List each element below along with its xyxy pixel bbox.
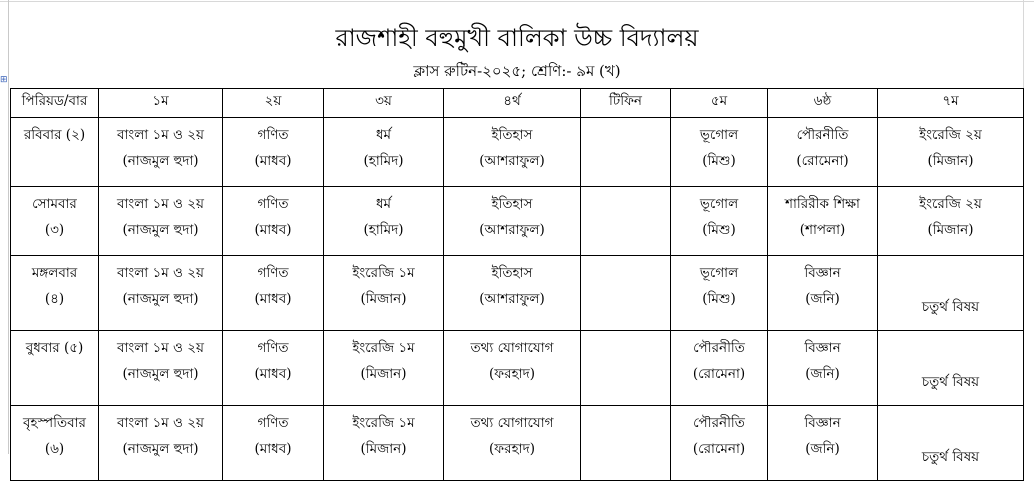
day-label: রবিবার (২): [23, 127, 86, 143]
teacher-name: (ফরহাদ): [489, 366, 535, 382]
subject-cell: [444, 406, 581, 481]
subject-cell: [444, 187, 581, 256]
day-label: সোমবার: [32, 196, 77, 212]
subject-cell: [768, 118, 878, 187]
tiffin-cell: [581, 331, 671, 406]
teacher-name: (ফরহাদ): [489, 441, 535, 457]
subject-cell: [99, 118, 223, 187]
subject-cell: [99, 256, 223, 331]
table-row: [11, 256, 1024, 331]
table-move-handle-icon[interactable]: ⊞: [0, 75, 8, 85]
subject-cell: [878, 256, 1024, 331]
table-row: [11, 118, 1024, 187]
subject-name: ভূগোল: [699, 265, 739, 281]
teacher-name: (শাপলা): [799, 222, 846, 238]
teacher-name: (মাধব): [254, 366, 292, 382]
subject-name: গণিত: [257, 340, 289, 356]
subject-name: ইংরেজি ২য়: [919, 196, 982, 212]
column-header: ১ম: [99, 89, 223, 118]
subject-name: ধর্ম: [375, 127, 392, 143]
subject-name: চতুর্থ বিষয়: [921, 299, 980, 315]
subject-name: বাংলা ১ম ও ২য়: [116, 415, 204, 431]
teacher-name: (নাজমুল হুদা): [122, 153, 199, 169]
teacher-name: (হামিদ): [363, 153, 404, 169]
class-routine-table: [10, 88, 1024, 481]
teacher-name: (মিজান): [927, 153, 974, 169]
teacher-name: (মিজান): [927, 222, 974, 238]
subject-cell: [324, 118, 444, 187]
subject-name: ইংরেজি ১ম: [352, 265, 415, 281]
day-cell: [11, 256, 99, 331]
subject-name: ইংরেজি ১ম: [352, 415, 415, 431]
subject-cell: [99, 331, 223, 406]
subject-name: ইংরেজি ১ম: [352, 340, 415, 356]
teacher-name: (মাধব): [254, 222, 292, 238]
subject-name: তথ্য যোগাযোগ: [470, 340, 554, 356]
teacher-name: (মিজান): [360, 366, 407, 382]
table-row: [11, 331, 1024, 406]
subject-name: গণিত: [257, 196, 289, 212]
subject-name: গণিত: [257, 265, 289, 281]
school-title: রাজশাহী বহুমুখী বালিকা উচ্চ বিদ্যালয়: [335, 24, 699, 52]
subject-cell: [223, 256, 324, 331]
teacher-name: (মিশু): [702, 291, 736, 307]
column-header: ৩য়: [324, 89, 444, 118]
column-header: ৪র্থ: [444, 89, 581, 118]
routine-subtitle: ক্লাস রুটিন-২০২৫; শ্রেণি:- ৯ম (খ): [413, 62, 621, 80]
subject-name: বিজ্ঞান: [804, 265, 841, 281]
subject-name: ইতিহাস: [491, 265, 533, 281]
teacher-name: (মিশু): [702, 153, 736, 169]
teacher-name: (নাজমুল হুদা): [122, 291, 199, 307]
subject-cell: [223, 187, 324, 256]
teacher-name: (মিজান): [360, 291, 407, 307]
day-cell: [11, 406, 99, 481]
day-cell: [11, 187, 99, 256]
subject-cell: [671, 331, 768, 406]
day-label: (৬): [44, 441, 65, 457]
subject-name: বাংলা ১ম ও ২য়: [116, 196, 204, 212]
subject-cell: [878, 118, 1024, 187]
subject-cell: [671, 118, 768, 187]
subject-name: বিজ্ঞান: [804, 415, 841, 431]
subject-name: ইতিহাস: [491, 196, 533, 212]
teacher-name: (আশরাফুল): [479, 222, 545, 238]
column-header: ৬ষ্ঠ: [768, 89, 878, 118]
header-row: [11, 89, 1024, 118]
subject-cell: [878, 331, 1024, 406]
subject-cell: [671, 187, 768, 256]
teacher-name: (মিশু): [702, 222, 736, 238]
subject-name: বিজ্ঞান: [804, 340, 841, 356]
day-label: বৃহস্পতিবার: [23, 415, 86, 431]
subject-cell: [671, 406, 768, 481]
tiffin-cell: [581, 187, 671, 256]
column-header: ৫ম: [671, 89, 768, 118]
teacher-name: (আশরাফুল): [479, 291, 545, 307]
subject-name: পৌরনীতি: [693, 415, 745, 431]
subject-name: বাংলা ১ম ও ২য়: [116, 127, 204, 143]
subject-name: চতুর্থ বিষয়: [921, 449, 980, 465]
subject-name: ধর্ম: [375, 196, 392, 212]
teacher-name: (নাজমুল হুদা): [122, 366, 199, 382]
subject-name: ইংরেজি ২য়: [919, 127, 982, 143]
subject-name: গণিত: [257, 415, 289, 431]
subject-cell: [768, 331, 878, 406]
subject-cell: [223, 118, 324, 187]
teacher-name: (রোমেনা): [692, 366, 746, 382]
teacher-name: (জনি): [805, 441, 840, 457]
subject-cell: [444, 256, 581, 331]
subject-name: চতুর্থ বিষয়: [921, 374, 980, 390]
column-header: পিরিয়ড/বার: [11, 89, 99, 118]
subject-cell: [324, 406, 444, 481]
day-label: (৪): [44, 291, 65, 307]
day-cell: [11, 118, 99, 187]
subject-name: শারিরীক শিক্ষা: [785, 196, 860, 212]
teacher-name: (মিজান): [360, 441, 407, 457]
subject-name: গণিত: [257, 127, 289, 143]
subject-cell: [768, 406, 878, 481]
subject-cell: [768, 187, 878, 256]
tiffin-cell: [581, 118, 671, 187]
day-label: (৩): [44, 222, 65, 238]
day-label: বুধবার (৫): [25, 340, 84, 356]
teacher-name: (হামিদ): [363, 222, 404, 238]
teacher-name: (মাধব): [254, 291, 292, 307]
subject-cell: [223, 331, 324, 406]
subject-cell: [223, 406, 324, 481]
subject-name: বাংলা ১ম ও ২য়: [116, 265, 204, 281]
teacher-name: (জনি): [805, 366, 840, 382]
day-label: মঙ্গলবার: [31, 265, 78, 281]
subject-name: ভূগোল: [699, 127, 739, 143]
subject-name: পৌরনীতি: [796, 127, 849, 143]
subject-cell: [444, 331, 581, 406]
column-header: ২য়: [223, 89, 324, 118]
subject-cell: [99, 187, 223, 256]
subject-cell: [768, 256, 878, 331]
subject-cell: [878, 187, 1024, 256]
teacher-name: (নাজমুল হুদা): [122, 222, 199, 238]
subject-name: বাংলা ১ম ও ২য়: [116, 340, 204, 356]
teacher-name: (রোমেনা): [692, 441, 746, 457]
subject-cell: [324, 331, 444, 406]
day-cell: [11, 331, 99, 406]
column-header: ৭ম: [878, 89, 1024, 118]
subject-name: পৌরনীতি: [693, 340, 745, 356]
teacher-name: (মাধব): [254, 153, 292, 169]
table-body: [11, 118, 1024, 481]
subject-name: ভূগোল: [699, 196, 739, 212]
teacher-name: (রোমেনা): [796, 153, 849, 169]
subject-cell: [324, 187, 444, 256]
column-header: টিফিন: [581, 89, 671, 118]
teacher-name: (নাজমুল হুদা): [122, 441, 199, 457]
subject-cell: [444, 118, 581, 187]
tiffin-cell: [581, 406, 671, 481]
subject-cell: [324, 256, 444, 331]
table-row: [11, 406, 1024, 481]
subject-name: তথ্য যোগাযোগ: [470, 415, 554, 431]
subject-name: ইতিহাস: [491, 127, 533, 143]
subject-cell: [878, 406, 1024, 481]
tiffin-cell: [581, 256, 671, 331]
subject-cell: [671, 256, 768, 331]
table-row: [11, 187, 1024, 256]
teacher-name: (আশরাফুল): [479, 153, 545, 169]
subject-cell: [99, 406, 223, 481]
teacher-name: (মাধব): [254, 441, 292, 457]
page-edge-top: [0, 1, 1034, 2]
teacher-name: (জনি): [805, 291, 840, 307]
